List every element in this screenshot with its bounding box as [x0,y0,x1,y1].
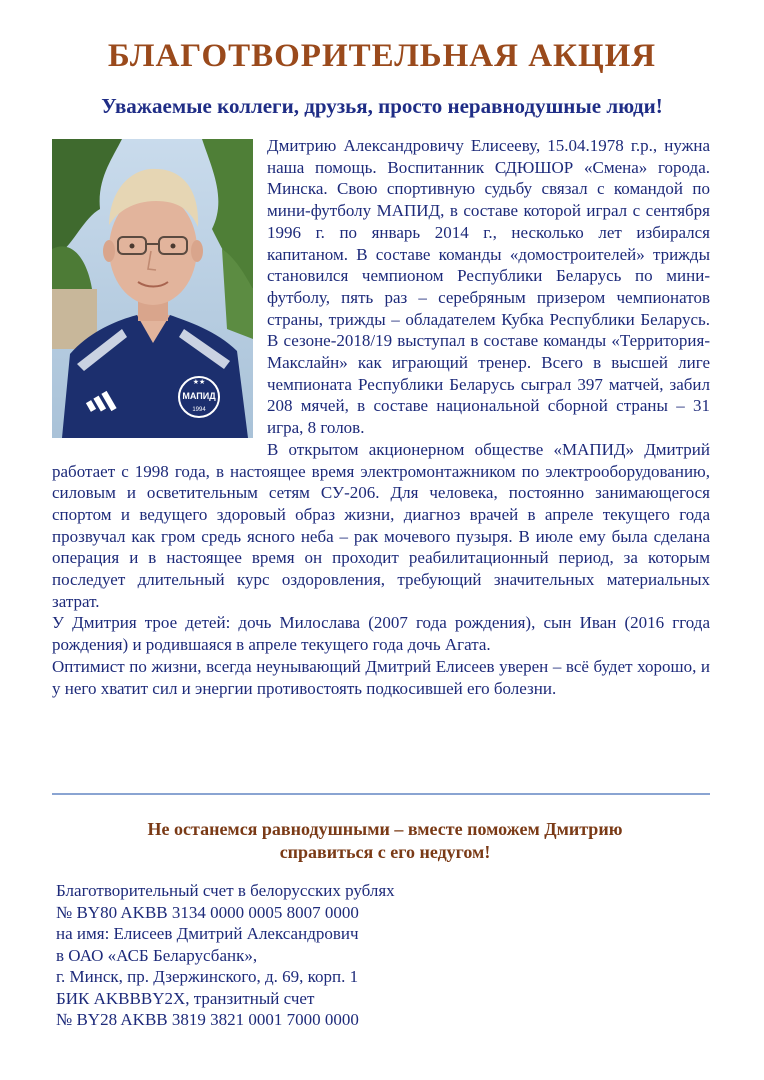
bank-line-transit-account: № BY28 AKBB 3819 3821 0001 7000 0000 [56,1010,359,1029]
paragraph-work-and-illness: В открытом акционерном обществе «МАПИД» Дмитрий работает с 1998 года, в настоящее время электромонтажником по электрооборудованию, силовым и осветительным сетям СУ-206. Для человека, постоянно занимающегося спортом и ведущего здоровый образ жизни, диагноз врачей в апреле текущего года прозвучал как гром средь ясного неба – рак мочевого пузыря. В июле ему была сделана операция и в настоящее время он проходит реабилитационный период, за которым последует длительный курс оздоровления, требующий значительных материальных затрат. [52,439,710,611]
divider [52,793,710,795]
portrait-photo [52,139,253,438]
appeal-line-1: Не останемся равнодушными – вместе поможем Дмитрию [147,819,623,839]
appeal-line-2: справиться с его недугом! [279,842,491,862]
bank-line-bank: в ОАО «АСБ Беларусбанк», [56,945,258,965]
club-badge-year: 1994 [192,407,206,413]
bank-line-address: г. Минск, пр. Дзержинского, д. 69, корп. 1 [56,967,359,986]
bank-line-account-number: № BY80 AKBB 3134 0000 0005 8007 0000 [56,902,359,922]
paragraph-family: У Дмитрия трое детей: дочь Милослава (2007 года рождения), сын Иван (2016 ггода рождения) и родившаяся в апреле текущего года дочь Агата. [52,613,710,655]
bank-line-account-type: Благотворительный счет в белорусских рублях [56,881,395,900]
club-badge-text: МАПИД [182,391,216,401]
paragraph-optimism: Оптимист по жизни, всегда неунывающий Дмитрий Елисеев уверен – всё будет хорошо, и у него хватит сил и энергии противостоять подкосившей его болезни. [52,656,710,698]
bank-details [56,880,656,1031]
bank-line-holder: на имя: Елисеев Дмитрий Александрович [56,924,359,943]
paragraph-biography: Дмитрию Александровичу Елисееву, 15.04.1978 г.р., нужна наша помощь. Воспитанник СДЮШОР «Смена» города. Минска. Свою спортивную судьбу связал с командой по мини-футболу МАПИД, в составе которой играл с сентября 1996 г. по январь 2014 г., несколько лет избирался капитаном. В составе команды «домостроителей» трижды становился чемпионом Республики Беларусь по мини-футболу, пять раз – серебряным призером чемпионатов страны, трижды – обладателем Кубка Республики Беларусь. В сезоне-2018/19 выступал в составе команды «Территория-Макслайн» как играющий тренер. Всего в высшей лиге чемпионата Республики Беларусь сыграл 397 матчей, забил 208 мячей, в составе национальной сборной страны – 31 игра, 8 голов. [267,136,710,438]
club-badge-icon [179,377,219,417]
bank-line-bic: БИК AKBBBY2X, транзитный счет [56,988,315,1008]
page-title: БЛАГОТВОРИТЕЛЬНАЯ АКЦИЯ [107,38,657,74]
appeal-text [60,818,710,864]
page-subtitle: Уважаемые коллеги, друзья, просто неравнодушные люди! [101,94,663,118]
article-body [52,135,710,699]
svg-text:★★: ★★ [192,378,206,386]
